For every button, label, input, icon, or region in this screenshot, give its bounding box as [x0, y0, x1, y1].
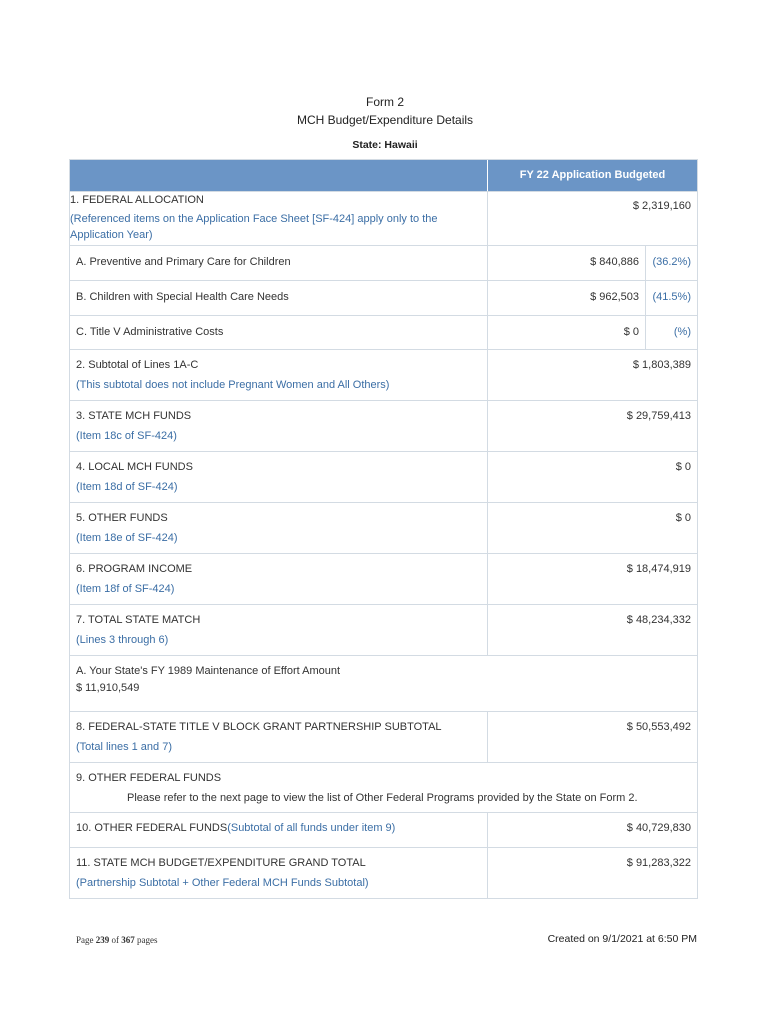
row-percent: (%) [673, 326, 691, 338]
row-subtitle: Application Year) [70, 229, 153, 241]
row-value: $ 11,910,549 [76, 682, 140, 694]
row-label: 9. OTHER FEDERAL FUNDS [76, 772, 222, 784]
row-subtitle: (Item 18f of SF-424) [76, 583, 175, 595]
row-subtitle: (Item 18c of SF-424) [76, 430, 177, 442]
table-row [70, 316, 697, 350]
row-amount: $ 0 [675, 512, 691, 524]
row-amount: $ 840,886 [590, 256, 639, 268]
row-subtitle: (Partnership Subtotal + Other Federal MCH Funds Subtotal) [76, 877, 369, 889]
row-amount: $ 0 [675, 461, 691, 473]
row-subtitle: (This subtotal does not include Pregnant Women and All Others) [76, 379, 390, 391]
table-row [70, 763, 697, 813]
table-header-row [70, 160, 697, 192]
table-row [70, 452, 697, 503]
row-label: 11. STATE MCH BUDGET/EXPENDITURE GRAND TOTAL [76, 857, 366, 869]
row-amount: $ 91,283,322 [626, 857, 691, 869]
row-amount: $ 1,803,389 [632, 359, 691, 371]
row-percent: (41.5%) [652, 291, 691, 303]
row-label: 8. FEDERAL-STATE TITLE V BLOCK GRANT PARTNERSHIP SUBTOTAL [76, 721, 442, 733]
table-row [70, 712, 697, 763]
row-label: C. Title V Administrative Costs [76, 326, 224, 338]
table-row [70, 656, 697, 712]
column-header: FY 22 Application Budgeted [519, 169, 666, 181]
state-label: State: Hawaii [352, 139, 418, 151]
row-label-group [76, 822, 395, 834]
table-row [70, 605, 697, 656]
table-row [70, 813, 697, 848]
page-number: Page 239 of 367 pages [76, 935, 158, 945]
row-label: 6. PROGRAM INCOME [76, 563, 193, 575]
row-label: 4. LOCAL MCH FUNDS [76, 461, 193, 473]
row-subtitle: (Subtotal of all funds under item 9) [227, 822, 396, 834]
table-row [70, 503, 697, 554]
row-amount: $ 18,474,919 [626, 563, 691, 575]
row-subtitle: (Total lines 1 and 7) [76, 741, 172, 753]
row-label: 2. Subtotal of Lines 1A-C [76, 359, 199, 371]
table-row [70, 192, 697, 246]
row-amount: $ 50,553,492 [626, 721, 691, 733]
table-row [70, 350, 697, 401]
created-timestamp: Created on 9/1/2021 at 6:50 PM [547, 933, 697, 945]
row-label: A. Preventive and Primary Care for Children [76, 256, 291, 268]
row-label: 7. TOTAL STATE MATCH [76, 614, 201, 626]
table-row [70, 554, 697, 605]
row-subtitle: (Lines 3 through 6) [76, 634, 169, 646]
row-label: 5. OTHER FUNDS [76, 512, 168, 524]
budget-table [69, 159, 698, 899]
row-subtitle: (Item 18d of SF-424) [76, 481, 178, 493]
row-label: B. Children with Special Health Care Needs [76, 291, 289, 303]
row-label: 3. STATE MCH FUNDS [76, 410, 192, 422]
row-amount: $ 48,234,332 [626, 614, 691, 626]
row-label: 1. FEDERAL ALLOCATION [70, 194, 204, 206]
row-subtitle: (Referenced items on the Application Face Sheet [SF-424] apply only to the [70, 213, 438, 225]
row-percent: (36.2%) [652, 256, 691, 268]
row-amount: $ 962,503 [590, 291, 639, 303]
row-note: Please refer to the next page to view the list of Other Federal Programs provided by the State on Form 2. [127, 792, 638, 804]
table-row [70, 848, 697, 898]
row-amount: $ 2,319,160 [632, 200, 691, 212]
row-label: 10. OTHER FEDERAL FUNDS [76, 822, 228, 834]
form-title: Form 2 [365, 95, 404, 109]
form-subtitle: MCH Budget/Expenditure Details [296, 113, 474, 127]
row-amount: $ 29,759,413 [626, 410, 691, 422]
table-row [70, 246, 697, 281]
row-amount: $ 40,729,830 [626, 822, 691, 834]
row-amount: $ 0 [623, 326, 639, 338]
table-row [70, 401, 697, 452]
row-label: A. Your State's FY 1989 Maintenance of Effort Amount [76, 665, 341, 677]
row-subtitle: (Item 18e of SF-424) [76, 532, 178, 544]
table-row [70, 281, 697, 316]
